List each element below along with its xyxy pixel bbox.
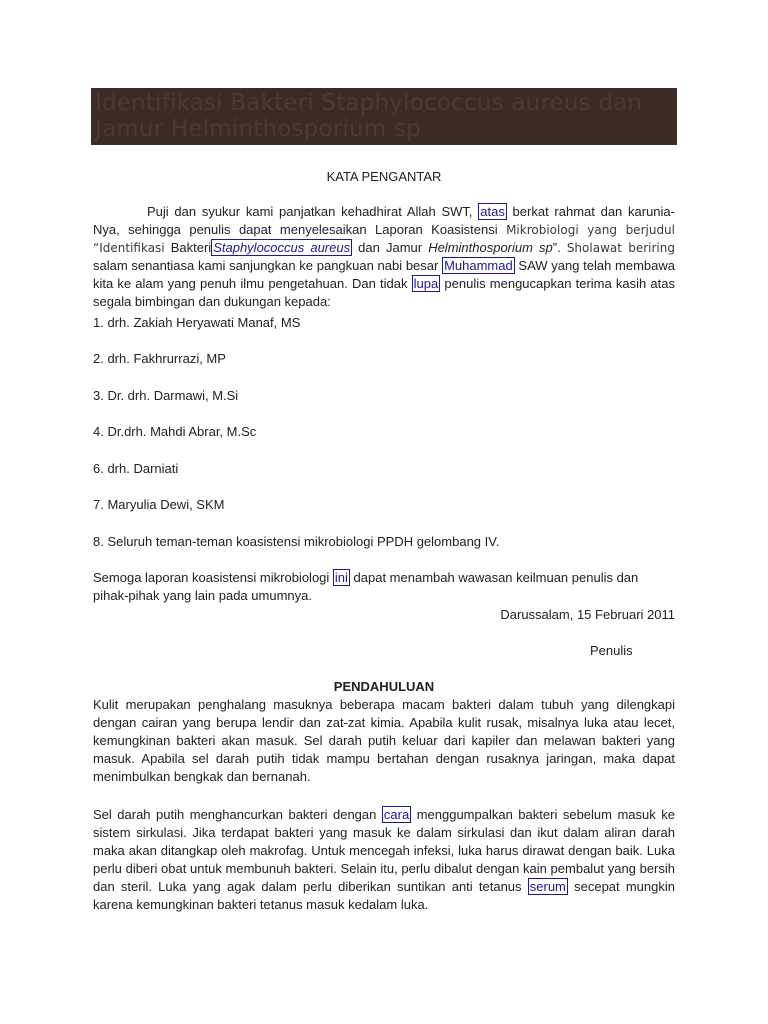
link-staphylococcus[interactable]: Staphylococcus aureus (213, 240, 351, 255)
paragraph-pendahuluan-2 (93, 806, 675, 914)
author-signature: Penulis (590, 643, 633, 658)
p1-helminthosporium: Helminthosporium sp (428, 240, 553, 255)
date-line: Darussalam, 15 Februari 2011 (500, 607, 675, 622)
p1-text-f: salam senantiasa kami sanjungkan ke pangkuan nabi besar (93, 258, 443, 273)
heading-kata-pengantar: KATA PENGANTAR (326, 169, 442, 184)
p4-text-b: menggumpalkan bakteri sebelum masuk ke sistem sirkulasi. Jika terdapat bakteri yang masuk ke dalam sirkulasi dan ikut dalam aliran darah maka akan ditangkap oleh makrofag. Untuk mencegah infeksi, luka harus dirawat dengan baik. Luka perlu diberi obat untuk membunuh bakteri. Selain itu, perlu dibalut dengan kain pembalut yang bersih dan steril. Luka yang agak dalam perlu diberikan suntikan anti tetanus (93, 807, 675, 894)
heading-pendahuluan: PENDAHULUAN (333, 679, 435, 694)
p1-alt-text-1: Mikrobiologi yang berjudul “Identifikasi (93, 223, 675, 255)
p1-text-d: dan Jamur (352, 240, 429, 255)
list-item: 7. Maryulia Dewi, SKM (93, 497, 225, 512)
p4-text-c: secepat mungkin karena kemungkinan bakteri tetanus masuk kedalam luka. (93, 879, 675, 912)
list-item: 8. Seluruh teman-teman koasistensi mikrobiologi PPDH gelombang IV. (93, 534, 500, 549)
link-serum[interactable]: serum (529, 879, 566, 894)
list-item: 4. Dr.drh. Mahdi Abrar, M.Sc (93, 424, 257, 439)
link-lupa[interactable]: lupa (413, 276, 439, 291)
list-item: 1. drh. Zakiah Heryawati Manaf, MS (93, 315, 301, 330)
list-item: 6. drh. Darniati (93, 461, 179, 476)
list-item: 2. drh. Fakhrurrazi, MP (93, 351, 226, 366)
p1-text-g: SAW yang telah membawa kita ke alam yang penuh ilmu pengetahuan. Dan tidak (93, 258, 675, 291)
title-line-1: Identifikasi Bakteri Staphylococcus aureus dan (95, 90, 643, 116)
list-item: 3. Dr. drh. Darmawi, M.Si (93, 388, 239, 403)
link-atas[interactable]: atas (480, 204, 505, 219)
paragraph-intro (93, 203, 675, 311)
p4-text-a: Sel darah putih menghancurkan bakteri dengan (93, 807, 382, 822)
p1-alt-text-2: Sholawat beriring (566, 241, 675, 255)
link-cara[interactable]: cara (383, 807, 410, 822)
p1-text-a: Puji dan syukur kami panjatkan kehadhirat Allah SWT, (147, 204, 479, 219)
p1-text-e: ”. (552, 240, 567, 255)
paragraph-pendahuluan-1: Kulit merupakan penghalang masuknya beberapa macam bakteri dalam tubuh yang dilengkapi dengan cairan yang berupa lendir dan zat-zat kimia. Apabila kulit rusak, misalnya luka atau lecet, kemungkinan bakteri akan masuk. Sel darah putih keluar dari kapiler dan melawan bakteri yang masuk. Apabila sel darah putih tidak mampu bertahan dengan rusaknya jaringan, maka dapat menimbulkan bengkak dan bernanah. (93, 697, 675, 784)
p1-text-h: penulis mengucapkan terima kasih atas segala bimbingan dan dukungan kepada: (93, 276, 675, 309)
title-line-2: Jamur Helminthosporium sp (95, 116, 421, 142)
p1-text-c: Bakteri (164, 240, 212, 255)
link-muhammad[interactable]: Muhammad (444, 258, 513, 273)
p2-text-b: dapat menambah wawasan keilmuan penulis dan pihak-pihak yang lain pada umumnya. (93, 570, 639, 603)
paragraph-closing (93, 569, 675, 605)
link-ini[interactable]: ini (334, 570, 348, 585)
document-title-banner (91, 88, 677, 145)
p2-text-a: Semoga laporan koasistensi mikrobiologi (93, 570, 333, 585)
p1-text-b: berkat rahmat dan karunia-Nya, sehingga penulis dapat menyelesaikan Laporan Koasistensi (93, 204, 675, 237)
